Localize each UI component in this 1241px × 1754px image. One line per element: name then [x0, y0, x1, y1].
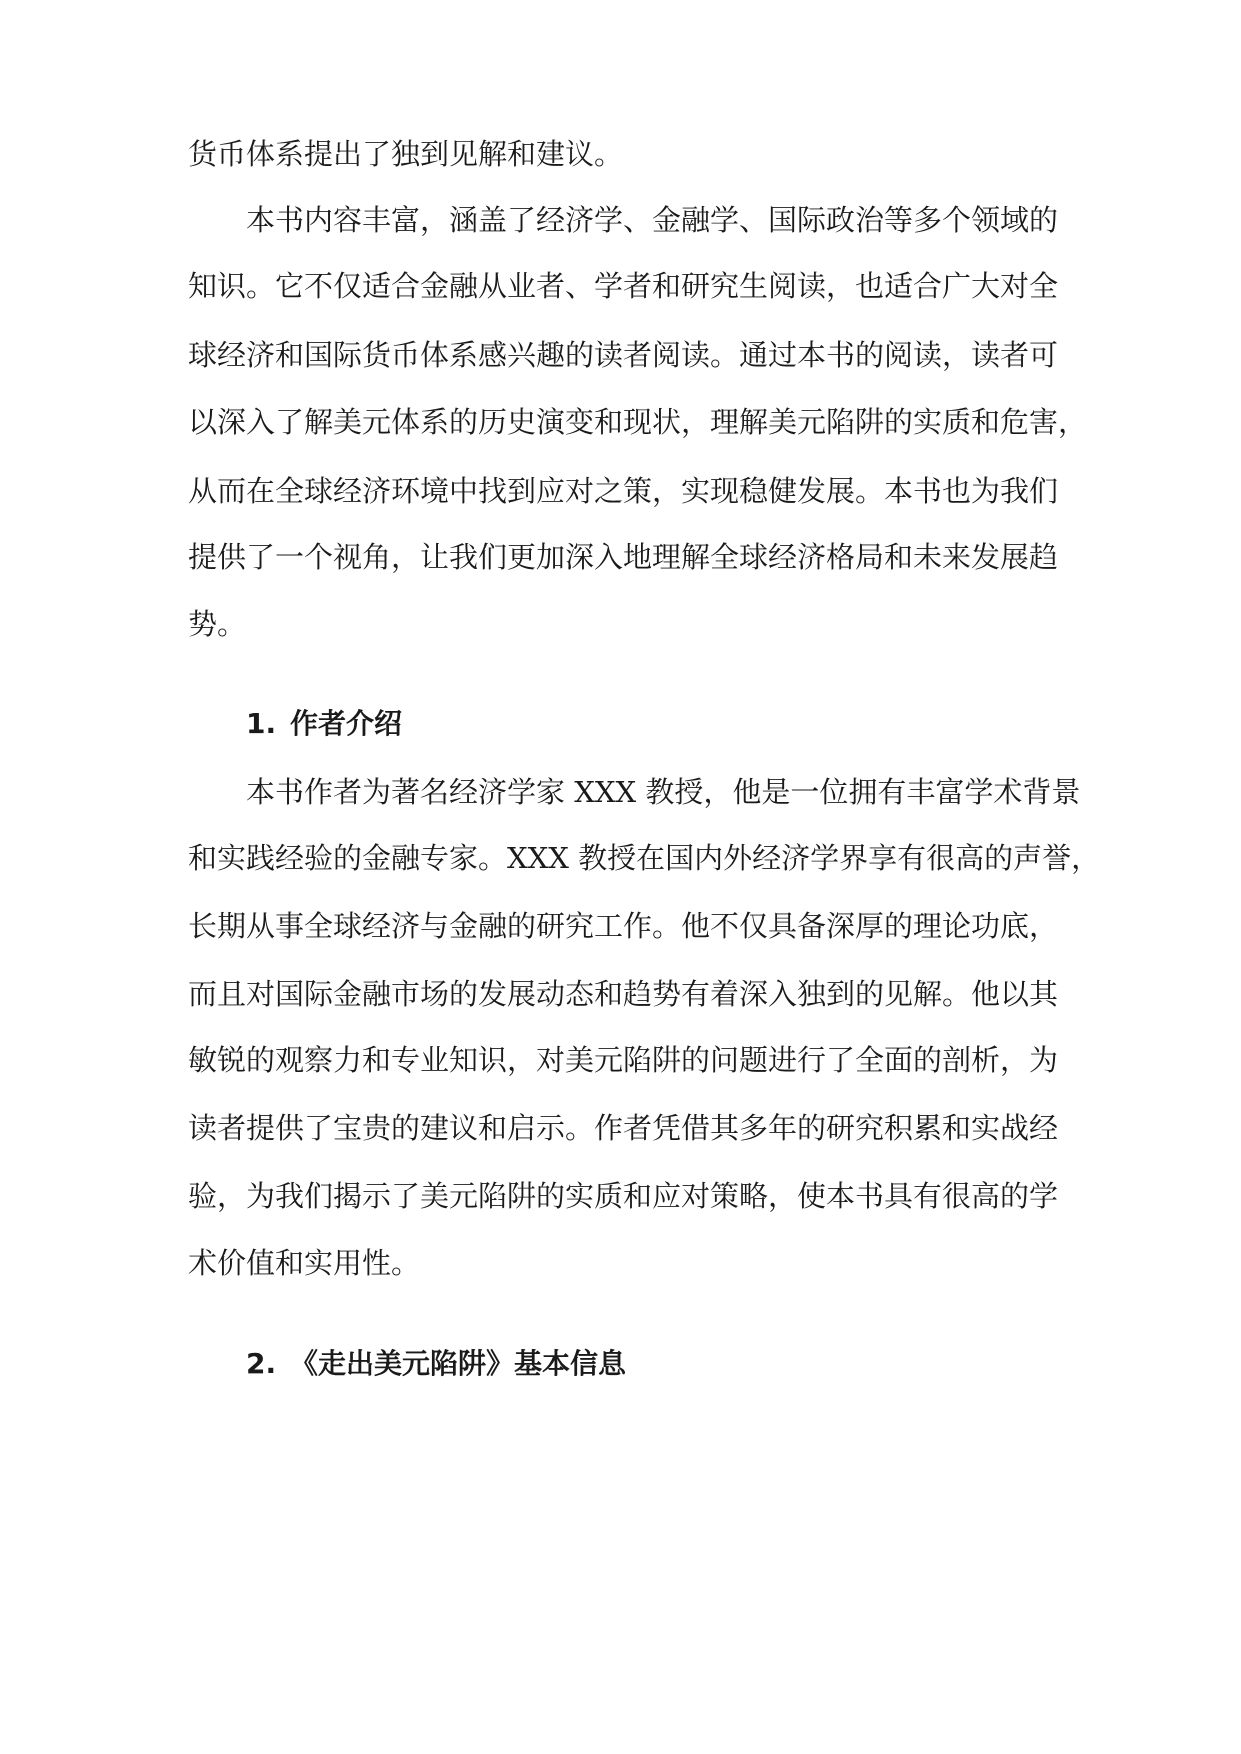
paragraph-line: 本书内容丰富，涵盖了经济学、金融学、国际政治等多个领域的 [246, 203, 1059, 237]
section-number: 1. [246, 707, 277, 740]
paragraph-line: 提供了一个视角，让我们更加深入地理解全球经济格局和未来发展趋 [188, 540, 1059, 574]
paragraph-line: 势。 [188, 607, 247, 641]
paragraph-line: 球经济和国际货币体系感兴趣的读者阅读。通过本书的阅读，读者可 [188, 338, 1059, 372]
section-heading [246, 1344, 626, 1384]
section-title: 作者介绍 [290, 707, 403, 740]
section-title: 《走出美元陷阱》基本信息 [290, 1347, 627, 1380]
paragraph-line: 长期从事全球经济与金融的研究工作。他不仅具备深厚的理论功底， [188, 909, 1059, 943]
paragraph-line: 本书作者为著名经济学家 XXX 教授，他是一位拥有丰富学术背景 [246, 775, 1081, 809]
paragraph-line: 和实践经验的金融专家。XXX 教授在国内外经济学界享有很高的声誉， [188, 841, 1101, 875]
paragraph-line: 从而在全球经济环境中找到应对之策，实现稳健发展。本书也为我们 [188, 474, 1059, 508]
paragraph-line: 货币体系提出了独到见解和建议。 [188, 137, 624, 171]
paragraph-line: 而且对国际金融市场的发展动态和趋势有着深入独到的见解。他以其 [188, 977, 1059, 1011]
paragraph-line: 敏锐的观察力和专业知识，对美元陷阱的问题进行了全面的剖析，为 [188, 1043, 1059, 1077]
paragraph-line: 术价值和实用性。 [188, 1246, 421, 1280]
section-number: 2. [246, 1347, 277, 1380]
paragraph-line: 验，为我们揭示了美元陷阱的实质和应对策略，使本书具有很高的学 [188, 1179, 1059, 1213]
paragraph-line: 读者提供了宝贵的建议和启示。作者凭借其多年的研究积累和实战经 [188, 1111, 1059, 1145]
section-heading [246, 704, 402, 744]
paragraph-line: 以深入了解美元体系的历史演变和现状，理解美元陷阱的实质和危害， [188, 405, 1088, 439]
paragraph-line: 知识。它不仅适合金融从业者、学者和研究生阅读，也适合广大对全 [188, 269, 1059, 303]
